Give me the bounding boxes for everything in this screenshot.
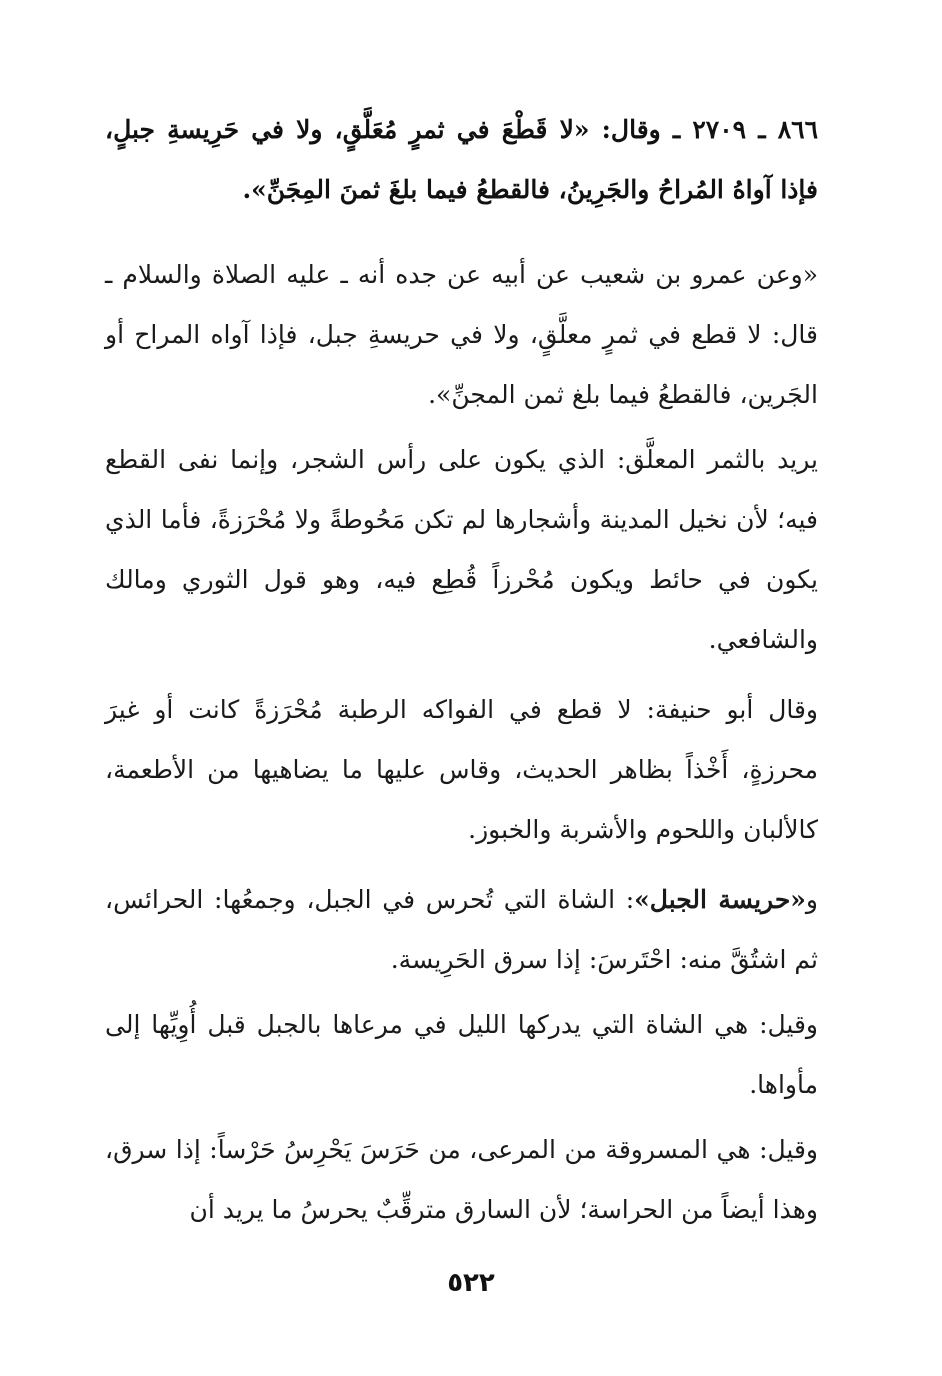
paragraph-definition: : الشاة التي تُحرس في الجبل، وجمعُها: الحرائس، ثم اشتُقَّ منه: احْتَرسَ: إذا سرق الحَرِيسة. — [105, 885, 818, 974]
paragraph-alternative-1: وقيل: هي الشاة التي يدركها الليل في مرعاها بالجبل قبل أُوِيِّها إلى مأواها. — [105, 1010, 818, 1099]
paragraph-harisat-al-jabal — [105, 870, 818, 990]
paragraph-narration: «وعن عمرو بن شعيب عن أبيه عن جده أنه ـ عليه الصلاة والسلام ـ قال: لا قطع في ثمرٍ معلَّقٍ، ولا في حريسةِ جبل، فإذا آواه المراح أو الجَرين، فالقطعُ فيما بلغ ثمن المجنِّ». — [105, 260, 818, 409]
paragraph-alternative-2: وقيل: هي المسروقة من المرعى، من حَرَسَ يَحْرِسُ حَرْساً: إذا سرق، وهذا أيضاً من الحراسة؛ لأن السارق مترقِّبٌ يحرسُ ما يريد أن — [105, 1135, 818, 1224]
paragraph-abu-hanifa: وقال أبو حنيفة: لا قطع في الفواكه الرطبة مُحْرَزةً كانت أو غيرَ محرزةٍ، أَخْذاً بظاهر الحديث، وقاس عليها ما يضاهيها من الأطعمة، كالألبان واللحوم والأشربة والخبوز. — [105, 695, 818, 844]
paragraph-hanging-fruit: يريد بالثمر المعلَّق: الذي يكون على رأس الشجر، وإنما نفى القطع فيه؛ لأن نخيل المدينة وأشجارها لم تكن مَحُوطةً ولا مُحْرَزةً، فأما الذي يكون في حائط ويكون مُحْرزاً قُطِع فيه، وهو قول الثوري ومالك والشافعي. — [105, 445, 818, 654]
page-number: ٥٢٢ — [447, 1268, 495, 1298]
defined-term: «حريسة الجبل» — [634, 885, 806, 914]
hadith-heading: ٨٦٦ ـ ٢٧٠٩ ـ وقال: «لا قَطْعَ في ثمرٍ مُعَلَّقٍ، ولا في حَرِيسةِ جبلٍ، فإذا آواهُ المُراحُ والجَرِينُ، فالقطعُ فيما بلغَ ثمنَ المِجَنِّ». — [105, 115, 819, 204]
paragraph-prefix: و — [805, 885, 818, 914]
